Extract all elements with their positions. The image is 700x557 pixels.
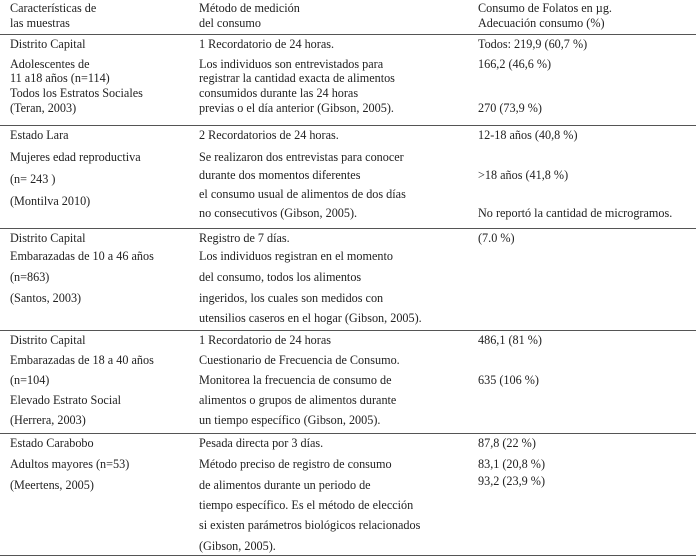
table-header: [0, 1, 700, 33]
cell-text-line: Cuestionario de Frecuencia de Consumo.: [199, 353, 400, 367]
cell-text-line: Elevado Estrato Social: [10, 393, 122, 407]
cell-text-line: Los individuos registran en el momento: [199, 249, 393, 263]
cell-text-line: (n=863): [10, 270, 50, 284]
header-sample-characteristics: Características de las muestras: [10, 1, 97, 30]
cell-text-line: Se realizaron dos entrevistas para conocer: [199, 150, 404, 164]
cell-text-line: 166,2 (46,6 %): [478, 57, 552, 71]
cell-text-line: No reportó la cantidad de microgramos.: [478, 206, 673, 220]
cell-text-line: Estado Carabobo: [10, 436, 94, 450]
cell-text-line: del consumo, todos los alimentos: [199, 270, 362, 284]
cell-text-line: 270 (73,9 %): [478, 101, 542, 115]
cell-text-line: Mujeres edad reproductiva: [10, 150, 141, 164]
cell-text-line: (7.0 %): [478, 231, 515, 245]
row-divider: [0, 125, 696, 126]
cell-text-line: Distrito Capital: [10, 333, 86, 347]
cell-text-line: (n= 243 ): [10, 172, 56, 186]
cell-text-line: 1 Recordatorio de 24 horas.: [199, 37, 335, 51]
cell-text-line: Adolescentes de: [10, 57, 90, 71]
cell-text-line: si existen parámetros biológicos relacionados: [199, 518, 421, 532]
cell-text-line: consumidos durante las 24 horas: [199, 86, 359, 100]
cell-text-line: 635 (106 %): [478, 373, 539, 387]
cell-text-line: (Meertens, 2005): [10, 478, 94, 492]
cell-text-line: 87,8 (22 %): [478, 436, 536, 450]
cell-text-line: 83,1 (20,8 %): [478, 457, 546, 471]
cell-text-line: previas o el día anterior (Gibson, 2005).: [199, 101, 394, 115]
cell-text-line: 93,2 (23,9 %): [478, 474, 546, 488]
header-folate-intake: Consumo de Folatos en µg. Adecuación consumo (%): [478, 1, 612, 30]
cell-text-line: Embarazadas de 10 a 46 años: [10, 249, 154, 263]
cell-text-line: durante dos momentos diferentes: [199, 168, 361, 182]
cell-text-line: >18 años (41,8 %): [478, 168, 569, 182]
cell-text-line: registrar la cantidad exacta de alimentos: [199, 71, 395, 85]
cell-text-line: Embarazadas de 18 a 40 años: [10, 353, 154, 367]
cell-text-line: (Gibson, 2005).: [199, 539, 276, 553]
cell-text-line: utensilios caseros en el hogar (Gibson, 2005).: [199, 311, 422, 325]
cell-text-line: 486,1 (81 %): [478, 333, 542, 347]
cell-text-line: (Teran, 2003): [10, 101, 77, 115]
cell-text-line: Adultos mayores (n=53): [10, 457, 130, 471]
cell-text-line: un tiempo específico (Gibson, 2005).: [199, 413, 381, 427]
cell-text-line: (Montilva 2010): [10, 194, 91, 208]
cell-text-line: Todos los Estratos Sociales: [10, 86, 143, 100]
row-divider: [0, 330, 696, 331]
cell-text-line: 1 Recordatorio de 24 horas: [199, 333, 331, 347]
cell-text-line: Registro de 7 días.: [199, 231, 290, 245]
table-bottom-rule: [0, 555, 696, 556]
row-divider: [0, 228, 696, 229]
cell-text-line: (Santos, 2003): [10, 291, 82, 305]
cell-text-line: (Herrera, 2003): [10, 413, 86, 427]
cell-text-line: 11 a18 años (n=114): [10, 71, 110, 85]
header-measurement-method: Método de medición del consumo: [199, 1, 300, 30]
cell-text-line: Estado Lara: [10, 128, 69, 142]
cell-text-line: (n=104): [10, 373, 50, 387]
cell-text-line: Todos: 219,9 (60,7 %): [478, 37, 588, 51]
cell-text-line: 2 Recordatorios de 24 horas.: [199, 128, 339, 142]
cell-text-line: alimentos o grupos de alimentos durante: [199, 393, 397, 407]
cell-text-line: Método preciso de registro de consumo: [199, 457, 392, 471]
cell-text-line: el consumo usual de alimentos de dos días: [199, 187, 406, 201]
cell-text-line: Distrito Capital: [10, 37, 86, 51]
cell-text-line: Los individuos son entrevistados para: [199, 57, 384, 71]
header-divider: [0, 34, 696, 35]
cell-text-line: no consecutivos (Gibson, 2005).: [199, 206, 358, 220]
cell-text-line: ingeridos, los cuales son medidos con: [199, 291, 384, 305]
cell-text-line: Pesada directa por 3 días.: [199, 436, 324, 450]
cell-text-line: de alimentos durante un periodo de: [199, 478, 371, 492]
cell-text-line: tiempo específico. Es el método de elección: [199, 498, 414, 512]
cell-text-line: Monitorea la frecuencia de consumo de: [199, 373, 392, 387]
cell-text-line: Distrito Capital: [10, 231, 86, 245]
cell-text-line: 12-18 años (40,8 %): [478, 128, 578, 142]
row-divider: [0, 433, 696, 434]
